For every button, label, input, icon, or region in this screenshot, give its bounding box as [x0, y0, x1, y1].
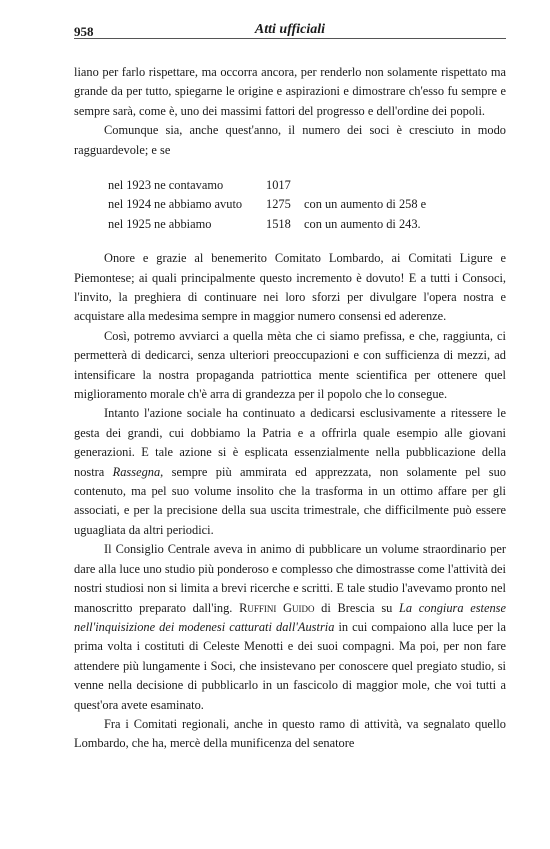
paragraph-6-text-b: di Brescia su	[314, 600, 400, 615]
stat-increase: con un aumento di 258 e	[304, 197, 427, 212]
journal-title: Rassegna	[112, 464, 161, 479]
paragraph-5-text-a: Intanto l'azione sociale ha continuato a dedicarsi esclusivamente a ritessere le gesta dei grandi, cui dobbiamo la Patria e a offrirla quale esempio alle giovani generazioni. E tale azione si è esplicata essenzialmente nella pubblicazione della nostra	[74, 406, 506, 479]
stat-increase: con un aumento di 243.	[304, 216, 421, 231]
stat-year: nel 1923	[108, 178, 152, 193]
paragraph-5	[74, 404, 506, 540]
page-number: 958	[74, 24, 94, 39]
paragraph-1: liano per farlo rispettare, ma occorra ancora, per renderlo non solamente rispettato ma grande da per tutto, spiegarne le origine e aspirazioni e dimostrare ch'esso fu sempre e sempre sarà, come è, uno dei massimi fattori del progresso e dell'ordine dei popoli.	[74, 65, 506, 118]
stat-value: 1017	[266, 178, 291, 193]
paragraph-6-text-a: Il Consiglio Centrale aveva in animo di pubblicare un volume straordinario per dare alla luce uno studio più ponderoso e complesso che dimostrasse come l'attività dei nostri studiosi non si limita a brevi ricerche e scritti. E tale studio l'avevamo pronto nel manoscritto preparato dall'ing.	[74, 542, 507, 615]
membership-stats	[74, 176, 506, 234]
stat-value: 1275	[266, 197, 291, 212]
stat-row	[108, 176, 506, 195]
paragraph-4: Così, potremo avviarci a quella mèta che ci siamo prefissa, e che, raggiunta, ci permetterà di dedicarci, senza ulteriori preoccupazioni e con sufficienza di mezzi, ad intensificare la nostra propaganda patriottica mente scientifica per ottenere quel miglioramento morale ch'è arra di grandezza per il popolo che lo consegue.	[74, 328, 506, 402]
page-header	[74, 18, 506, 40]
paragraph-6-text-c: in cui compaiono alla luce per la prima volta i costituti di Celeste Menotti e dei suoi compagni. Ma poi, per non fare attendere più lungamente i Soci, che insistevano per conoscere quel pregiato studio, si venne nella decisione di pubblicarlo in un fascicolo di maggior mole, che voi tutti a quest'ora avete esaminato.	[74, 619, 506, 712]
stat-desc: ne abbiamo avuto	[154, 197, 243, 212]
paragraph-5-text-b: , sempre più ammirata ed apprezzata, non solamente pel suo contenuto, ma pel suo volume insolito che la trasforma in un ottimo affare per gli associati, e per la precisione della sua uscita trimestrale, che difficilmente può essere uguagliata da altri periodici.	[74, 464, 506, 537]
paragraph-6	[74, 540, 506, 715]
stat-row	[108, 195, 506, 214]
stat-year: nel 1925	[108, 216, 152, 231]
stat-desc: ne contavamo	[154, 178, 224, 193]
stat-value: 1518	[266, 216, 291, 231]
paragraph-7: Fra i Comitati regionali, anche in questo ramo di attività, va segnalato quello Lombardo, che ha, mercè della munificenza del senatore	[74, 716, 506, 751]
running-title: Atti ufficiali	[254, 22, 326, 37]
study-title: La congiura estense nell'inquisizione dei modenesi catturati dall'Austria	[74, 600, 507, 634]
paragraph-2: Comunque sia, anche quest'anno, il numero dei soci è cresciuto in modo ragguardevole; e se	[74, 123, 506, 157]
stat-desc: ne abbiamo	[154, 216, 212, 231]
document-body	[74, 63, 506, 754]
author-name: Ruffini Guido	[239, 600, 315, 615]
stat-year: nel 1924	[108, 197, 152, 212]
stat-row	[108, 215, 506, 234]
header-rule	[74, 38, 506, 39]
paragraph-3: Onore e grazie al benemerito Comitato Lombardo, ai Comitati Ligure e Piemontese; ai quali principalmente questo incremento è dovuto! E a tutti i Consoci, l'invito, la preghiera di continuare nei loro sforzi per divulgare l'opera nostra e acquistare alla medesima sempre in maggior numero consensi ed aderenze.	[74, 251, 506, 324]
